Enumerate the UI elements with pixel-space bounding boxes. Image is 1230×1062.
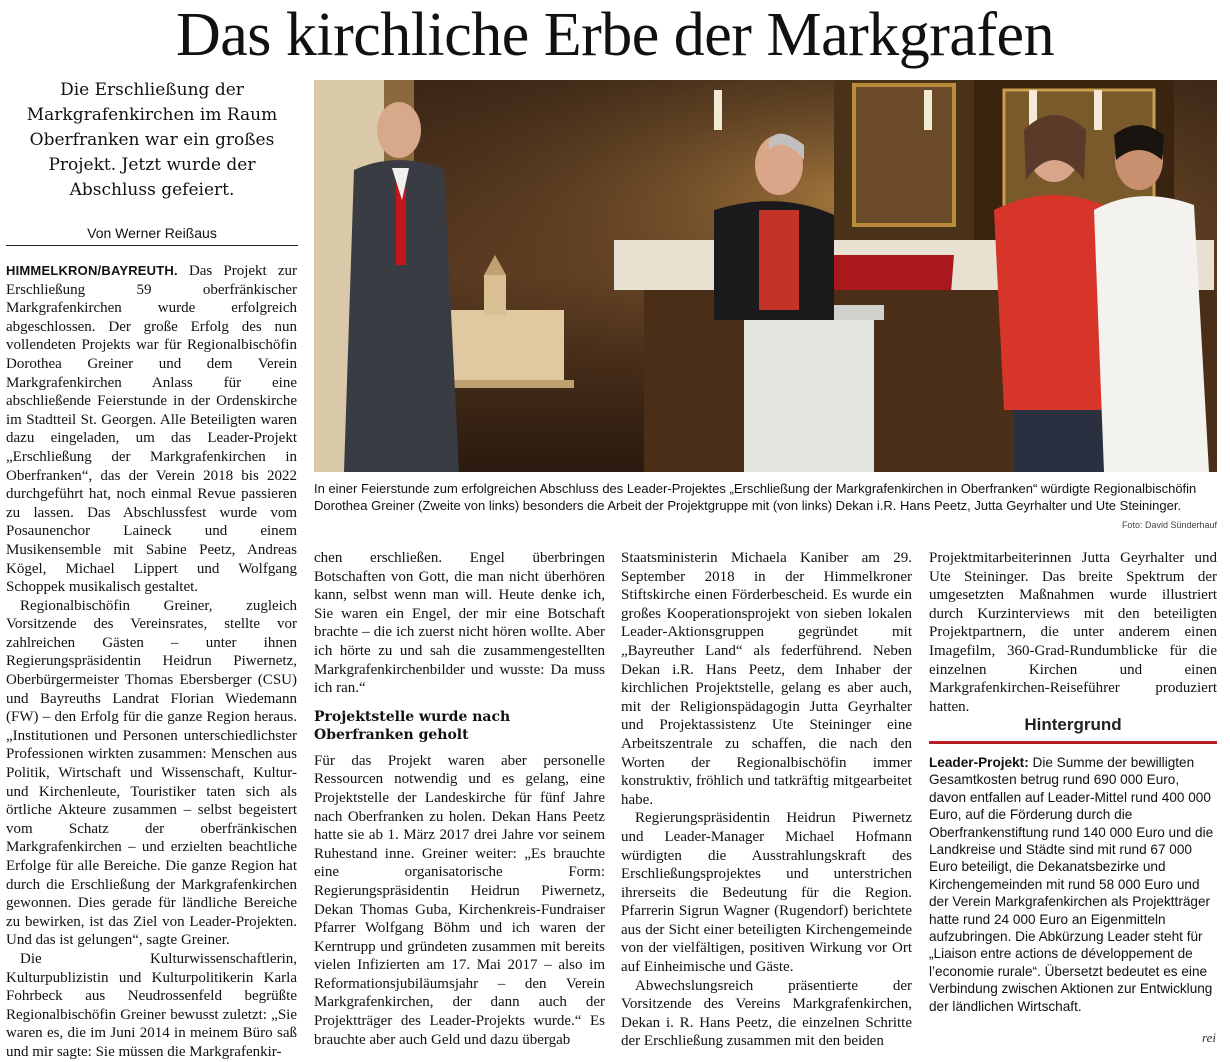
hintergrund-title: Hintergrund: [1024, 715, 1122, 734]
lead-text: Die Erschließung der Markgrafenkirchen im Raum Oberfranken war ein großes Projekt. Jetzt wurde der Abschluss gefeiert.: [26, 80, 278, 200]
article-paragraph: Projektmitarbeiterinnen Jutta Geyrhalter und Ute Steininger. Das breite Spektrum der umgesetzten Maßnahmen wurde illustriert durch Kurzinterviews mit den beteiligten Projektpartnern, die unter anderem einen Imagefilm, 360-Grad-Rundumblicke für die einzelnen Kirchen und einen Markgrafenkirchen-Reiseführer produziert hatten.: [929, 550, 1217, 715]
article-paragraph: Regierungspräsidentin Heidrun Piwernetz und Leader-Manager Michael Hofmann würdigten die Ausstrahlungskraft des Erschließungsprojektes und unterstrichen ihrerseits die Bedeutung für die Region. Pfarrerin Sigrun Wagner (Rugendorf) berichtete aus der Sicht einer beteiligten Kirchengemeinde von der vielfältigen, positiven Wirkung vor Ort auf Einheimische und Gäste.: [621, 810, 912, 976]
paragraph-text: Das Projekt zur Erschließung 59 oberfränkischer Markgrafenkirchen wurde erfolgreich abgeschlossen. Der große Erfolg des nun vollendeten Projekts war für Regionalbischöfin Dorothea Greiner und dem Verein Markgrafenkirchen Anlass für eine abschließende Feierstunde in der Ordenskirche im Stadtteil St. Georgen. Alle Beteiligten waren dazu eingeladen, um das Leader-Projekt „Erschließung der Markgrafenkirchen in Oberfranken“, das der Verein 2018 bis 2022 durchgeführt hat, noch einmal Revue passieren zu lassen. Das Abschlussfest wurde vom Posaunenchor Laineck und einem Musikensemble mit Sabine Peetz, Andreas Kögel, Michael Lippert und Wolfgang Schoppek musikalisch gestaltet.: [6, 263, 297, 596]
article-column-2: [314, 549, 605, 1049]
hintergrund-divider: [929, 741, 1217, 744]
article-paragraph: Die Kulturwissenschaftlerin, Kulturpublizistin und Kulturpolitikerin Karla Fohrbeck aus Neudrossenfeld begrüßte Regionalbischöfin Greiner bewusst zuletzt: „Sie waren es, die im Juni 2014 in meinem Büro saß und mir sagte: Sie müssen die Markgrafenkir-: [6, 950, 297, 1060]
church-ceremony-photo: [314, 80, 1217, 472]
byline: Von Werner Reißaus: [87, 225, 217, 241]
article-paragraph: Regionalbischöfin Greiner, zugleich Vorsitzende des Vereinsrates, stellte vor zahlreichen Gästen – unter ihnen Regierungspräsidentin Heidrun Piwernetz, Oberbürgermeister Thomas Ebersberger (CSU) und Bayreuths Landrat Florian Wiedemann (FW) – den Erfolg für die ganze Region heraus. „Institutionen und Personen unterschiedlichster Professionen wirkten zusammen: Menschen aus Politik, Wirtschaft und Wissenschaft, Kultur- und Kirchenleute, Touristiker taten sich als örtliche Akteure zusammen – selbst begeistert vom Schatz der oberfränkischen Markgrafenkirchen – und erzielten beachtliche Erfolge für alle Bereiche. Die ganze Region hat durch die Erschließung der Markgrafenkirchen gewonnen. Dies gerade für ländliche Bereiche zu bewirken, ist das Ziel von Leader-Projekten. Und das ist gelungen“, sagte Greiner.: [6, 597, 297, 949]
subheading: Projektstelle wurde nach Oberfranken geholt: [314, 708, 511, 743]
article-column-1: [6, 262, 297, 1062]
article-paragraph: Für das Projekt waren aber personelle Ressourcen notwendig und es gelang, eine Projektstelle der Landeskirche für fünf Jahre nach Oberfranken zu holen. Dekan Hans Peetz hatte sie ab 1. März 2017 drei Jahre vor seinem Ruhestand inne. Greiner weiter: „Es brauchte eine organisatorische Form: Regierungspräsidentin Heidrun Piwernetz, Dekan Thomas Guba, Kirchenkreis-Fundraiser Pfarrer Wolfgang Böhm und ich waren der Kerntrupp und gründeten zusammen mit bereits vielen Infizierten am 17. Mai 2017 – also im Reformationsjubiläumsjahr – den Verein Markgrafenkirchen, der dann auch der Projektträger des Leader-Projekts wurde.“ Es brauchte aber auch Geld und dazu übergab: [314, 752, 605, 1048]
article-column-3: [621, 549, 912, 1051]
hintergrund-label: Leader-Projekt:: [929, 755, 1029, 770]
byline-divider: [6, 245, 298, 246]
hintergrund-body: Die Summe der bewilligten Gesamtkosten betrug rund 690 000 Euro, davon entfallen auf Leader-Mittel rund 400 000 Euro, auf die Förderung durch die Oberfrankenstiftung rund 140 000 Euro und die Landkreise und Städte sind mit rund 67 000 Euro beteiligt, die Dekanatsbezirke und Kirchengemeinden mit rund 58 000 Euro und der Verein Markgrafenkirchen als Projektträger hatte rund 24 000 Euro an Eigenmitteln aufzubringen. Die Abkürzung Leader steht für „Liaison entre actions de développement de l’economie rurale“. Übersetzt bedeutet es eine Verbindung zwischen Aktionen zur Entwicklung der ländlichen Wirtschaft.: [929, 755, 1214, 1014]
article-paragraph: Abwechslungsreich präsentierte der Vorsitzende des Vereins Markgrafenkirchen, Dekan i. R. Hans Peetz, die einzelnen Schritte der Erschließung zusammen mit den beiden: [621, 977, 912, 1050]
article-paragraph: Staatsministerin Michaela Kaniber am 29. September 2018 in der Himmelkroner Stiftskirche einen Förderbescheid. Es wurde ein großes Kooperationsprojekt von sieben lokalen Leader-Aktionsgruppen gegründet mit „Bayreuther Land“ als federführend. Neben Dekan i.R. Hans Peetz, dem Inhaber der kirchlichen Projektstelle, gelang es aber auch, mit der Religionspädagogin Jutta Geyrhalter und Projektassistenz Ute Steininger eine Arbeitszentrale zu schaffen, die nach den Worten der Regionalbischöfin immer konstruktiv, fröhlich und tatkräftig mitgearbeitet habe.: [621, 550, 912, 808]
author-signature: rei: [1202, 1030, 1216, 1045]
article-photo: [314, 80, 1217, 472]
hintergrund-text: [929, 754, 1217, 1015]
headline: Das kirchliche Erbe der Markgrafen: [175, 1, 1055, 69]
article-column-4: [929, 549, 1217, 716]
article-paragraph: [6, 262, 297, 597]
dateline: HIMMELKRON/BAYREUTH.: [6, 263, 178, 278]
article-paragraph: chen erschließen. Engel überbringen Botschaften von Gott, die man nicht überhören kann, selbst wenn man will. Heute denke ich, Sie waren ein Engel, der mir eine Botschaft brachte – die ich zuerst nicht hören wollte. Aber ich hörte zu und sah die zusammengestellten Markgrafenkirchenbilder und wusste: Da muss ich ran.“: [314, 550, 605, 697]
photo-caption: In einer Feierstunde zum erfolgreichen Abschluss des Leader-Projektes „Erschließung der Markgrafenkirchen in Oberfranken“ würdigte Regionalbischöfin Dorothea Greiner (Zweite von links) besonders die Arbeit der Projektgruppe mit (von links) Dekan i.R. Hans Peetz, Jutta Geyrhalter und Ute Steininger.: [314, 481, 1197, 513]
photo-credit: Foto: David Sünderhauf: [1121, 520, 1217, 530]
